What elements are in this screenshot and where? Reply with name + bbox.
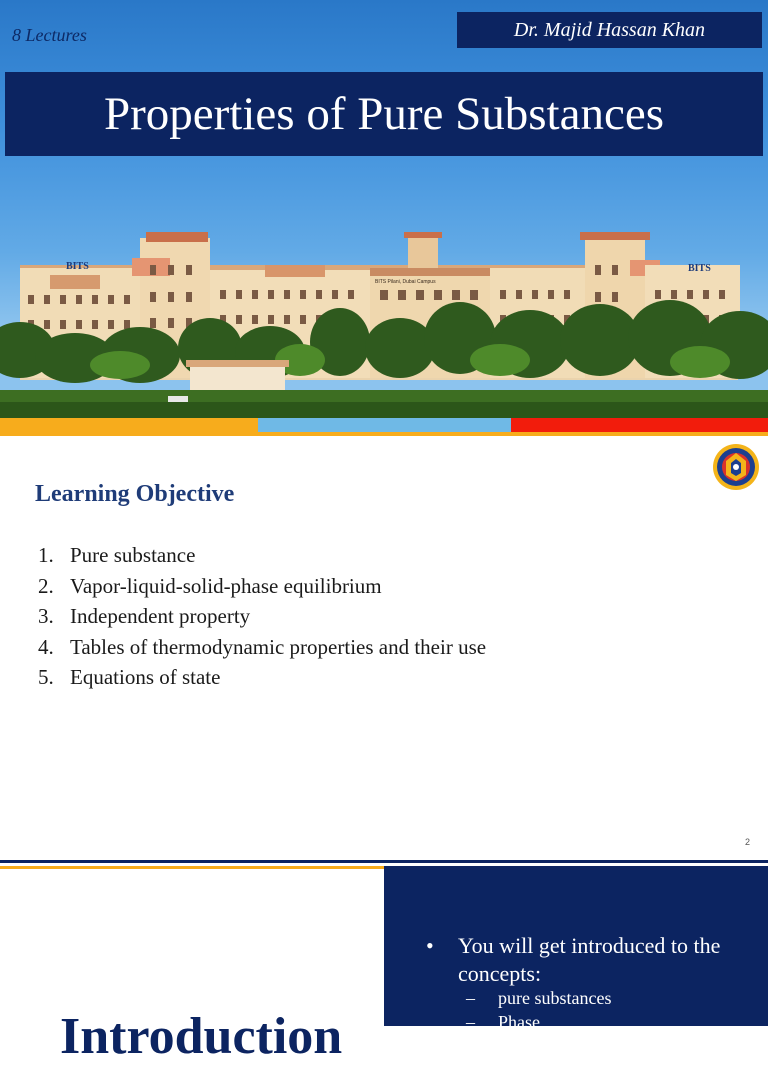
- list-item-text: Independent property: [70, 604, 251, 628]
- sub-item-dash: –: [466, 988, 475, 1008]
- objectives-list: [38, 540, 486, 693]
- campus-building-photo: [0, 220, 768, 420]
- title-banner: [5, 72, 763, 156]
- page-number: 2: [745, 837, 751, 847]
- introduction-title: Introduction: [60, 1008, 343, 1065]
- list-item-number: 5.: [38, 665, 54, 689]
- introduction-slide: [0, 869, 768, 1065]
- title-slide: [0, 0, 768, 437]
- list-item-text: Vapor-liquid-solid-phase equilibrium: [70, 573, 382, 598]
- university-seal-logo: [712, 443, 760, 491]
- author-name-banner: [457, 12, 762, 48]
- list-item-number: 4.: [38, 634, 54, 659]
- sub-item-text: Phase: [498, 1012, 540, 1032]
- bullet-text: You will get introduced to the concepts:: [458, 933, 721, 986]
- stripe-blue: [258, 418, 511, 432]
- building-sign: BITS Pilani, Dubai Campus: [375, 279, 436, 285]
- list-item-number: 3.: [38, 604, 54, 628]
- list-item-number: 2.: [38, 573, 54, 598]
- sub-item-dash: –: [466, 1012, 475, 1032]
- stripe-red: [511, 418, 768, 432]
- list-item: [38, 601, 486, 632]
- slide-divider: [0, 860, 768, 863]
- list-item-text: Tables of thermodynamic properties and their use: [70, 634, 487, 659]
- sub-item: [466, 988, 611, 1009]
- list-item: [38, 540, 486, 571]
- building-logo-right: BITS: [688, 263, 711, 274]
- list-item-number: 1.: [38, 543, 54, 567]
- bullet-dot-icon: •: [426, 933, 434, 958]
- sub-item-text: pure substances: [498, 988, 612, 1008]
- bullet-item: [426, 932, 756, 988]
- list-item: [38, 662, 486, 693]
- concepts-panel: [384, 866, 768, 1032]
- sub-item: [466, 1012, 540, 1033]
- building-logo-left: BITS: [66, 261, 89, 272]
- list-item-text: Equations of state: [70, 665, 221, 689]
- lecture-count: 8 Lectures: [12, 25, 87, 45]
- stripe-gold: [0, 418, 258, 432]
- learning-objective-slide: [0, 437, 768, 860]
- stripe-underline: [0, 432, 768, 436]
- section-heading: Learning Objective: [35, 481, 235, 507]
- slide-title: Properties of Pure Substances: [104, 88, 664, 140]
- list-item: [38, 571, 486, 602]
- author-name: Dr. Majid Hassan Khan: [513, 18, 706, 41]
- list-item-text: Pure substance: [70, 543, 196, 567]
- list-item: [38, 632, 486, 663]
